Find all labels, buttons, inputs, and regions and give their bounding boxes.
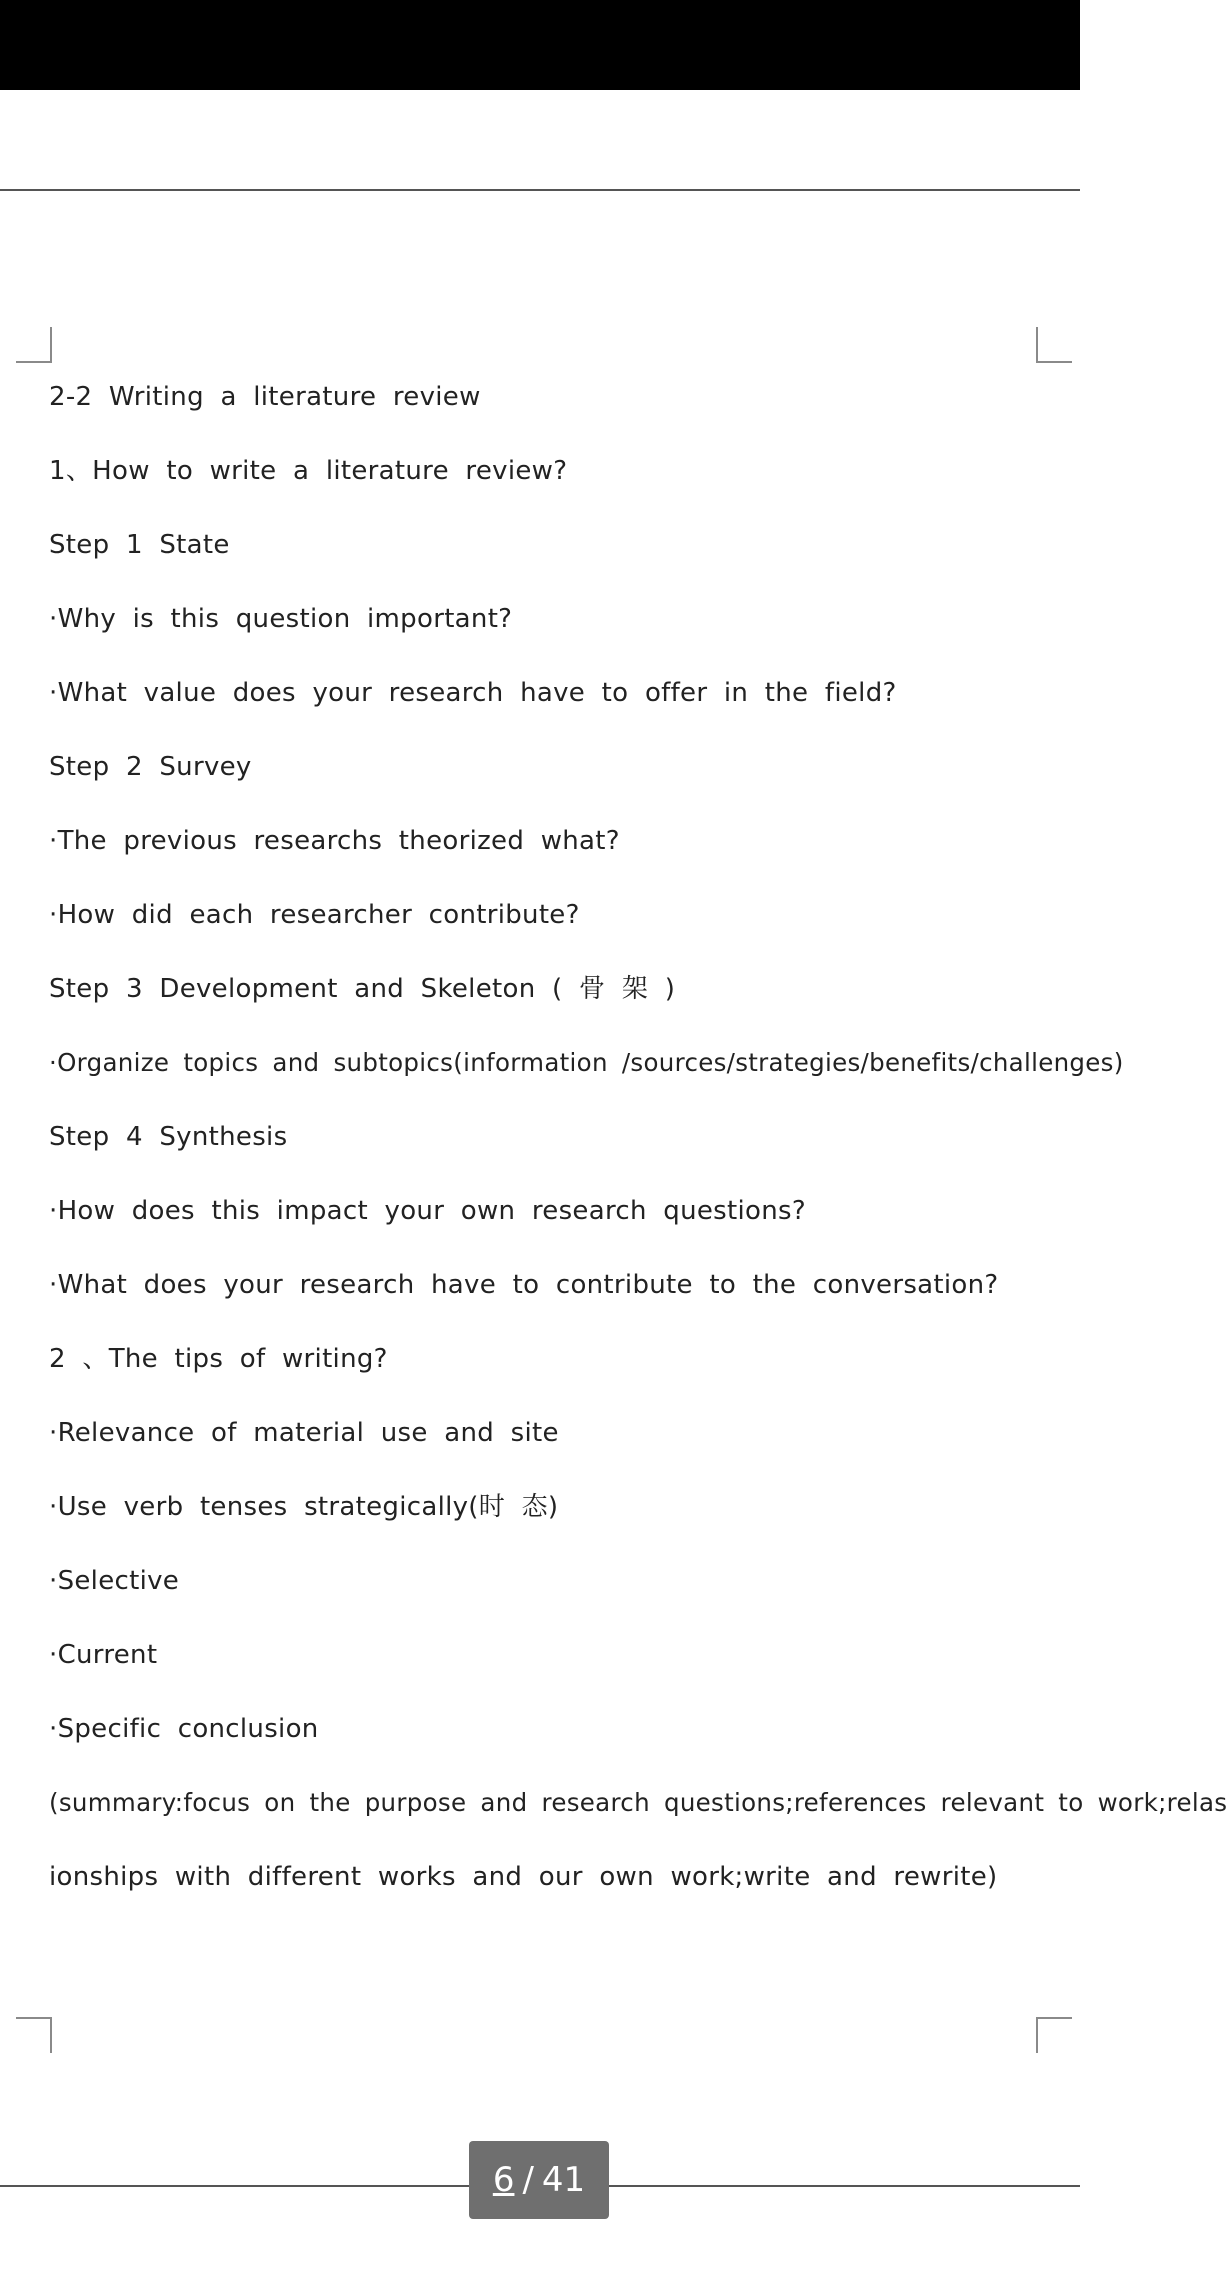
crop-mark-top-right-icon: [1036, 327, 1072, 363]
crop-mark-bottom-right-icon: [1036, 2017, 1072, 2053]
current-page-number: 6: [492, 2160, 515, 2200]
bullet-line: ·What value does your research have to offer in the field?: [49, 678, 897, 708]
top-divider: [0, 189, 1080, 191]
total-page-count: 41: [541, 2160, 586, 2200]
bullet-line: ·Relevance of material use and site: [49, 1418, 559, 1448]
crop-mark-bottom-left-icon: [16, 2017, 52, 2053]
bullet-line: ·What does your research have to contribute to the conversation?: [49, 1270, 999, 1300]
bullet-line: ·Use verb tenses strategically(时 态): [49, 1492, 559, 1522]
step-heading: Step 3 Development and Skeleton ( 骨 架 ): [49, 974, 676, 1004]
bullet-line: ·How does this impact your own research questions?: [49, 1196, 806, 1226]
paragraph-line: (summary:focus on the purpose and research questions;references relevant to work;relas: [49, 1788, 1227, 1817]
bullet-line: ·Organize topics and subtopics(information /sources/strategies/benefits/challenges): [49, 1048, 1124, 1077]
bullet-line: ·Why is this question important?: [49, 604, 513, 634]
status-bar: [0, 0, 1080, 90]
bullet-line: ·Specific conclusion: [49, 1714, 319, 1744]
section-heading: 2-2 Writing a literature review: [49, 382, 481, 412]
subheading: 2 、The tips of writing?: [49, 1344, 388, 1374]
bullet-line: ·The previous researchs theorized what?: [49, 826, 620, 856]
bullet-line: ·Current: [49, 1640, 158, 1670]
crop-mark-top-left-icon: [16, 327, 52, 363]
subheading: 1、How to write a literature review?: [49, 456, 568, 486]
paragraph-line: ionships with different works and our own work;write and rewrite): [49, 1862, 998, 1892]
document-page-content: [49, 376, 1227, 1930]
step-heading: Step 1 State: [49, 530, 230, 560]
bullet-line: ·How did each researcher contribute?: [49, 900, 580, 930]
page-separator: /: [522, 2160, 534, 2200]
bullet-line: ·Selective: [49, 1566, 180, 1596]
step-heading: Step 4 Synthesis: [49, 1122, 288, 1152]
step-heading: Step 2 Survey: [49, 752, 252, 782]
page-indicator[interactable]: [469, 2141, 609, 2219]
